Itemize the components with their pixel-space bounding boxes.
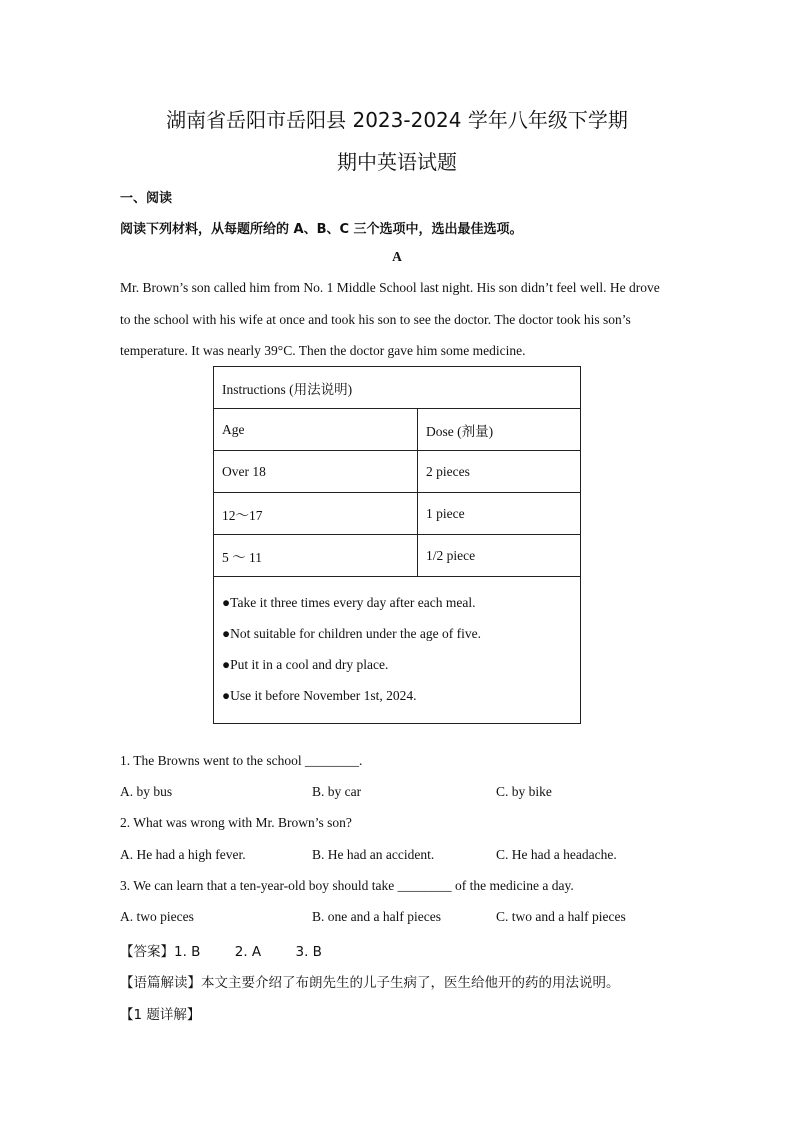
note-item: ●Use it before November 1st, 2024. — [222, 688, 417, 703]
note-item: ●Not suitable for children under the age of five. — [222, 626, 481, 641]
dose-column-header: Dose (剂量) — [418, 409, 581, 451]
note-item: ●Put it in a cool and dry place. — [222, 657, 389, 672]
passage-line: temperature. It was nearly 39°C. Then the doctor gave him some medicine. — [120, 343, 526, 358]
q1-option-c[interactable]: C. by bike — [496, 784, 552, 799]
q3-option-b[interactable]: B. one and a half pieces — [312, 909, 441, 924]
age-column-header: Age — [214, 409, 418, 451]
question-1: 1. The Browns went to the school ________. — [120, 753, 363, 768]
age-cell: 5 ～ 11 — [214, 535, 418, 577]
age-cell: Over 18 — [214, 451, 418, 493]
detail-heading: 【1 题详解】 — [120, 1007, 201, 1023]
q1-option-b[interactable]: B. by car — [312, 784, 362, 799]
q1-option-a[interactable]: A. by bus — [120, 784, 173, 799]
dose-cell: 1/2 piece — [418, 535, 581, 577]
q2-option-b[interactable]: B. He had an accident. — [312, 847, 435, 862]
table-row — [214, 535, 581, 577]
title-line-1: 湖南省岳阳市岳阳县 2023-2024 学年八年级下学期 — [166, 108, 628, 132]
dose-cell: 1 piece — [418, 493, 581, 535]
age-cell: 12～17 — [214, 493, 418, 535]
q3-option-c[interactable]: C. two and a half pieces — [496, 909, 626, 924]
q2-option-a[interactable]: A. He had a high fever. — [120, 847, 246, 862]
table-row — [214, 493, 581, 535]
dose-cell: 2 pieces — [418, 451, 581, 493]
question-3: 3. We can learn that a ten-year-old boy should take ________ of the medicine a day. — [120, 878, 574, 893]
table-header: Instructions (用法说明) — [214, 367, 581, 409]
medicine-instructions-table — [213, 366, 581, 724]
passage-label: A — [392, 249, 402, 264]
title-line-2: 期中英语试题 — [337, 150, 457, 174]
note-item: ●Take it three times every day after each meal. — [222, 595, 476, 610]
reading-instruction: 阅读下列材料，从每题所给的 A、B、C 三个选项中，选出最佳选项。 — [120, 222, 523, 237]
passage-text — [120, 272, 676, 367]
section-heading: 一、阅读 — [120, 191, 173, 206]
q2-option-c[interactable]: C. He had a headache. — [496, 847, 617, 862]
table-row — [214, 451, 581, 493]
answer-key: 【答案】1. B 2. A 3. B — [120, 944, 322, 960]
passage-line: Mr. Brown’s son called him from No. 1 Middle School last night. His son didn’t feel well. He drove — [120, 280, 660, 295]
passage-line: to the school with his wife at once and took his son to see the doctor. The doctor took his son’s — [120, 311, 631, 327]
question-2: 2. What was wrong with Mr. Brown’s son? — [120, 815, 352, 830]
q3-option-a[interactable]: A. two pieces — [120, 909, 194, 924]
table-row — [214, 409, 581, 451]
passage-analysis: 【语篇解读】本文主要介绍了布朗先生的儿子生病了，医生给他开的药的用法说明。 — [120, 975, 620, 991]
usage-notes — [214, 577, 581, 724]
